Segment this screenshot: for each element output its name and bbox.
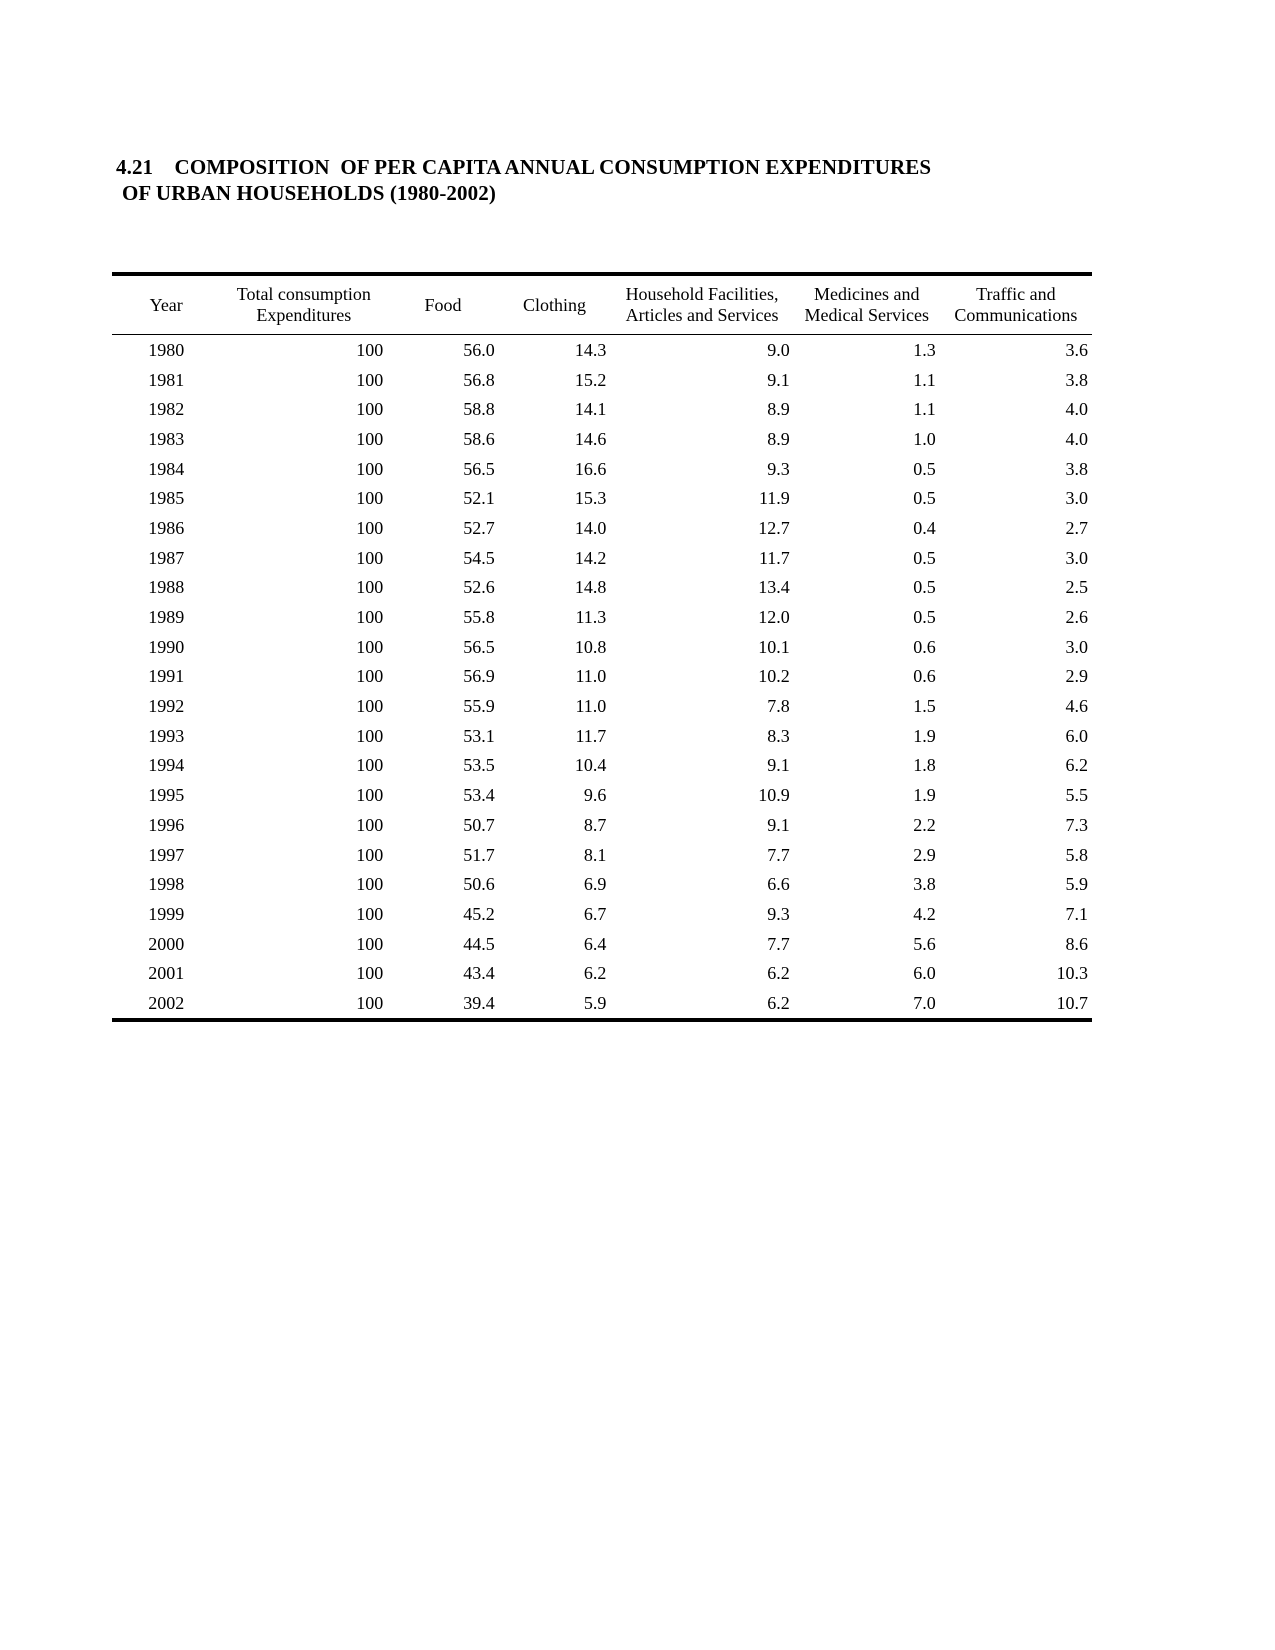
header-text: Articles and Services — [625, 305, 779, 325]
cell-medicines: 3.8 — [913, 874, 936, 895]
cell-medicines: 0.5 — [913, 547, 936, 568]
cell-year: 2000 — [148, 933, 185, 954]
table-header — [112, 274, 1092, 335]
cell-household-facilities: 9.3 — [767, 903, 790, 924]
cell-household-facilities: 6.2 — [610, 988, 793, 1020]
cell-traffic-communications: 5.9 — [1065, 874, 1088, 895]
cell-traffic-communications: 7.1 — [1065, 903, 1088, 924]
cell-clothing: 6.2 — [583, 963, 607, 984]
table-row — [112, 988, 1092, 1020]
header-food — [387, 274, 499, 335]
cell-food: 58.6 — [463, 428, 495, 449]
table-row — [112, 543, 1092, 573]
cell-food: 51.7 — [463, 844, 495, 865]
table-row — [112, 929, 1092, 959]
cell-medicines: 1.1 — [913, 399, 936, 420]
cell-medicines: 5.6 — [913, 933, 936, 954]
title-line-1: 4.21 COMPOSITION OF PER CAPITA ANNUAL CONSUMPTION EXPENDITURES — [116, 155, 932, 179]
cell-year: 1982 — [148, 399, 185, 420]
cell-traffic-communications: 2.5 — [1065, 577, 1088, 598]
header-household-facilities — [610, 274, 793, 335]
table-row — [112, 662, 1092, 692]
cell-total-consumption: 100 — [356, 547, 384, 568]
cell-clothing: 15.2 — [574, 369, 607, 390]
cell-total-consumption: 100 — [356, 874, 384, 895]
cell-clothing: 11.7 — [575, 725, 607, 746]
header-text: Food — [424, 294, 462, 315]
cell-clothing: 6.7 — [583, 903, 607, 924]
cell-clothing: 11.3 — [575, 607, 607, 628]
cell-medicines: 0.5 — [913, 458, 936, 479]
cell-clothing: 14.8 — [574, 577, 607, 598]
cell-household-facilities: 8.9 — [767, 428, 790, 449]
cell-traffic-communications: 7.3 — [1065, 814, 1088, 835]
cell-year: 1996 — [148, 814, 185, 835]
cell-medicines: 0.5 — [913, 488, 936, 509]
cell-food: 52.1 — [463, 488, 495, 509]
cell-clothing: 15.3 — [574, 488, 607, 509]
cell-medicines: 1.9 — [913, 785, 936, 806]
cell-household-facilities: 11.9 — [758, 488, 790, 509]
cell-medicines: 0.6 — [913, 666, 936, 687]
cell-food: 45.2 — [463, 903, 495, 924]
cell-food: 56.0 — [463, 339, 495, 360]
cell-total-consumption: 100 — [356, 755, 384, 776]
cell-household-facilities: 7.8 — [767, 696, 790, 717]
table-row — [112, 573, 1092, 603]
cell-household-facilities: 13.4 — [758, 577, 790, 598]
cell-traffic-communications: 3.0 — [1065, 636, 1088, 657]
cell-total-consumption: 100 — [356, 933, 384, 954]
cell-household-facilities: 9.1 — [767, 814, 790, 835]
cell-traffic-communications: 3.8 — [1065, 369, 1088, 390]
cell-food: 50.6 — [463, 874, 495, 895]
cell-year: 1998 — [148, 874, 185, 895]
cell-medicines: 4.2 — [913, 903, 936, 924]
cell-traffic-communications: 2.6 — [1065, 607, 1088, 628]
header-total-consumption — [220, 274, 387, 335]
cell-medicines: 0.6 — [913, 636, 936, 657]
cell-household-facilities: 7.7 — [767, 933, 790, 954]
cell-total-consumption: 100 — [356, 369, 384, 390]
cell-household-facilities: 10.1 — [758, 636, 790, 657]
table-row — [112, 602, 1092, 632]
cell-total-consumption: 100 — [356, 339, 384, 360]
cell-medicines: 7.0 — [794, 988, 940, 1020]
cell-traffic-communications: 4.6 — [1065, 696, 1088, 717]
table-row — [112, 454, 1092, 484]
header-row — [112, 274, 1092, 335]
cell-food: 39.4 — [387, 988, 499, 1020]
cell-year: 1990 — [148, 636, 185, 657]
header-text: Total consumption — [236, 284, 371, 304]
cell-clothing: 5.9 — [499, 988, 611, 1020]
cell-year: 1997 — [148, 844, 185, 865]
cell-clothing: 8.7 — [583, 814, 607, 835]
cell-total-consumption: 100 — [220, 988, 387, 1020]
cell-medicines: 0.4 — [913, 517, 936, 538]
cell-year: 1987 — [148, 547, 185, 568]
cell-traffic-communications: 4.0 — [1065, 399, 1088, 420]
cell-food: 56.8 — [463, 369, 495, 390]
cell-medicines: 1.9 — [913, 725, 936, 746]
cell-household-facilities: 9.1 — [767, 369, 790, 390]
cell-food: 56.5 — [463, 636, 495, 657]
cell-medicines: 2.2 — [913, 814, 936, 835]
cell-traffic-communications: 6.0 — [1065, 725, 1088, 746]
cell-total-consumption: 100 — [356, 607, 384, 628]
cell-traffic-communications: 6.2 — [1065, 755, 1088, 776]
cell-medicines: 1.0 — [913, 428, 936, 449]
header-text: Traffic and — [976, 284, 1056, 304]
cell-clothing: 14.0 — [574, 517, 607, 538]
header-text: Communications — [954, 305, 1078, 325]
cell-traffic-communications: 4.0 — [1065, 428, 1088, 449]
cell-food: 58.8 — [463, 399, 495, 420]
header-year — [112, 274, 220, 335]
header-text: Year — [149, 294, 183, 315]
cell-traffic-communications: 8.6 — [1065, 933, 1088, 954]
cell-household-facilities: 8.9 — [767, 399, 790, 420]
cell-clothing: 10.8 — [574, 636, 607, 657]
cell-year: 2001 — [148, 963, 185, 984]
cell-clothing: 9.6 — [583, 785, 607, 806]
cell-total-consumption: 100 — [356, 458, 384, 479]
cell-year: 1980 — [148, 339, 185, 360]
cell-year: 1981 — [148, 369, 185, 390]
cell-year: 1992 — [148, 696, 185, 717]
cell-total-consumption: 100 — [356, 636, 384, 657]
cell-total-consumption: 100 — [356, 577, 384, 598]
cell-medicines: 6.0 — [913, 963, 936, 984]
cell-clothing: 14.6 — [574, 428, 607, 449]
header-traffic-communications — [940, 274, 1092, 335]
cell-medicines: 2.9 — [913, 844, 936, 865]
cell-year: 1993 — [148, 725, 185, 746]
cell-traffic-communications: 5.8 — [1065, 844, 1088, 865]
table-row — [112, 899, 1092, 929]
cell-total-consumption: 100 — [356, 903, 384, 924]
cell-food: 56.9 — [463, 666, 495, 687]
consumption-table — [112, 272, 1092, 1022]
table-row — [112, 424, 1092, 454]
cell-year: 1999 — [148, 903, 185, 924]
cell-household-facilities: 6.6 — [767, 874, 790, 895]
cell-total-consumption: 100 — [356, 844, 384, 865]
cell-food: 55.8 — [463, 607, 495, 628]
cell-traffic-communications: 5.5 — [1065, 785, 1088, 806]
header-clothing — [499, 274, 611, 335]
cell-medicines: 1.5 — [913, 696, 936, 717]
table-row — [112, 335, 1092, 365]
cell-clothing: 8.1 — [583, 844, 607, 865]
cell-household-facilities: 12.7 — [758, 517, 790, 538]
cell-clothing: 14.3 — [574, 339, 607, 360]
cell-household-facilities: 8.3 — [767, 725, 790, 746]
cell-food: 55.9 — [463, 696, 495, 717]
cell-medicines: 0.5 — [913, 577, 936, 598]
cell-food: 52.6 — [463, 577, 495, 598]
cell-traffic-communications: 3.6 — [1065, 339, 1088, 360]
cell-traffic-communications: 10.7 — [940, 988, 1092, 1020]
cell-year: 2002 — [112, 988, 220, 1020]
header-text: Household Facilities, — [625, 284, 779, 304]
cell-medicines: 1.8 — [913, 755, 936, 776]
cell-clothing: 11.0 — [575, 666, 607, 687]
table-row — [112, 958, 1092, 988]
cell-household-facilities: 7.7 — [767, 844, 790, 865]
table-row — [112, 780, 1092, 810]
cell-food: 53.4 — [463, 785, 495, 806]
cell-household-facilities: 12.0 — [758, 607, 790, 628]
cell-year: 1994 — [148, 755, 185, 776]
cell-household-facilities: 10.2 — [758, 666, 790, 687]
cell-year: 1985 — [148, 488, 185, 509]
cell-household-facilities: 10.9 — [758, 785, 790, 806]
cell-household-facilities: 9.0 — [767, 339, 790, 360]
cell-clothing: 10.4 — [574, 755, 607, 776]
cell-food: 53.5 — [463, 755, 495, 776]
cell-total-consumption: 100 — [356, 725, 384, 746]
cell-year: 1989 — [148, 607, 185, 628]
cell-total-consumption: 100 — [356, 963, 384, 984]
table-body — [112, 335, 1092, 1020]
cell-medicines: 0.5 — [913, 607, 936, 628]
cell-total-consumption: 100 — [356, 517, 384, 538]
cell-food: 44.5 — [463, 933, 495, 954]
table-row — [112, 721, 1092, 751]
table-row — [112, 751, 1092, 781]
cell-traffic-communications: 2.7 — [1065, 517, 1088, 538]
cell-traffic-communications: 3.8 — [1065, 458, 1088, 479]
cell-food: 43.4 — [463, 963, 495, 984]
table-row — [112, 513, 1092, 543]
cell-food: 50.7 — [463, 814, 495, 835]
cell-traffic-communications: 3.0 — [1065, 488, 1088, 509]
cell-household-facilities: 9.3 — [767, 458, 790, 479]
cell-clothing: 16.6 — [574, 458, 607, 479]
header-text: Medical Services — [804, 305, 929, 325]
table-row — [112, 869, 1092, 899]
cell-year: 1984 — [148, 458, 185, 479]
header-text: Medicines and — [814, 284, 920, 304]
cell-year: 1988 — [148, 577, 185, 598]
cell-clothing: 14.2 — [574, 547, 607, 568]
cell-clothing: 11.0 — [575, 696, 607, 717]
header-text: Clothing — [523, 294, 587, 315]
cell-total-consumption: 100 — [356, 666, 384, 687]
table-row — [112, 632, 1092, 662]
cell-household-facilities: 11.7 — [758, 547, 790, 568]
cell-medicines: 1.3 — [913, 339, 936, 360]
table-row — [112, 691, 1092, 721]
cell-food: 56.5 — [463, 458, 495, 479]
cell-clothing: 6.4 — [583, 933, 607, 954]
table-row — [112, 365, 1092, 395]
cell-clothing: 6.9 — [583, 874, 607, 895]
cell-year: 1991 — [148, 666, 185, 687]
cell-year: 1983 — [148, 428, 185, 449]
cell-medicines: 1.1 — [913, 369, 936, 390]
title-line-2: OF URBAN HOUSEHOLDS (1980-2002) — [122, 181, 496, 205]
cell-traffic-communications: 2.9 — [1065, 666, 1088, 687]
table-row — [112, 810, 1092, 840]
cell-food: 54.5 — [463, 547, 495, 568]
cell-year: 1986 — [148, 517, 185, 538]
cell-year: 1995 — [148, 785, 185, 806]
cell-total-consumption: 100 — [356, 696, 384, 717]
table-row — [112, 483, 1092, 513]
cell-household-facilities: 9.1 — [767, 755, 790, 776]
cell-total-consumption: 100 — [356, 428, 384, 449]
cell-traffic-communications: 10.3 — [1056, 963, 1088, 984]
cell-food: 53.1 — [463, 725, 495, 746]
table-row — [112, 840, 1092, 870]
cell-total-consumption: 100 — [356, 785, 384, 806]
header-text: Expenditures — [256, 305, 352, 325]
cell-household-facilities: 6.2 — [767, 963, 790, 984]
cell-total-consumption: 100 — [356, 399, 384, 420]
cell-traffic-communications: 3.0 — [1065, 547, 1088, 568]
cell-total-consumption: 100 — [356, 814, 384, 835]
cell-total-consumption: 100 — [356, 488, 384, 509]
page-title — [116, 154, 931, 206]
cell-clothing: 14.1 — [574, 399, 607, 420]
table-row — [112, 394, 1092, 424]
header-medicines — [794, 274, 940, 335]
cell-food: 52.7 — [463, 517, 495, 538]
